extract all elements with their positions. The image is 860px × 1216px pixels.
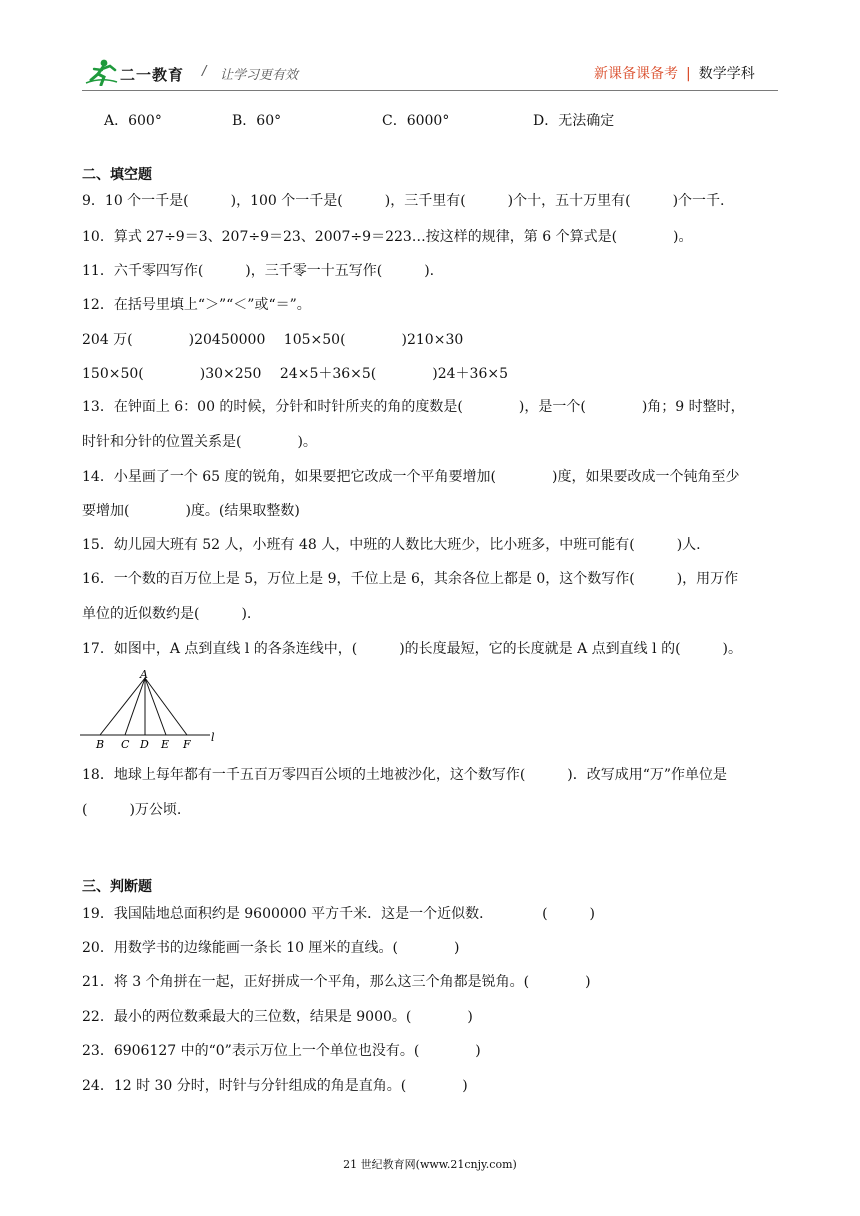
- question-line: 时针和分针的位置关系是( )。: [82, 434, 317, 450]
- choice-c: C．6000°: [382, 113, 450, 129]
- perpendicular-figure: [80, 668, 220, 752]
- question-line: 150×50( )30×250 24×5＋36×5( )24＋36×5: [82, 366, 509, 382]
- section-fill-blank-title: 二、填空题: [82, 167, 152, 183]
- question-line: 10．算式 27÷9＝3、207÷9＝23、2007÷9＝223…按这样的规律，第 6 个算式是( )。: [82, 229, 693, 245]
- question-line: 24．12 时 30 分时，时针与分针组成的角是直角。( ): [82, 1078, 468, 1094]
- point-e-label: E: [161, 738, 170, 751]
- segment-ae: [145, 678, 166, 735]
- logo-text: 二一教育: [120, 66, 185, 84]
- segment-af: [145, 678, 187, 735]
- question-line: 17．如图中，A 点到直线 l 的各条连线中，( )的长度最短，它的长度就是 A 点到直线 l 的( )。: [82, 641, 742, 657]
- point-d-label: D: [140, 738, 149, 751]
- choice-a: A．600°: [104, 113, 162, 129]
- question-line: 22．最小的两位数乘最大的三位数，结果是 9000。( ): [82, 1009, 473, 1025]
- header: [0, 0, 860, 100]
- question-line: 16．一个数的百万位上是 5，万位上是 9，千位上是 6，其余各位上都是 0，这个数写作( )，用万作: [82, 571, 739, 587]
- question-line: 15．幼儿园大班有 52 人，小班有 48 人，中班的人数比大班少，比小班多，中班可能有( )人.: [82, 537, 701, 553]
- header-rule: [82, 90, 778, 91]
- header-subject: 数学学科: [698, 66, 755, 82]
- point-b-label: B: [96, 738, 105, 751]
- header-right: [594, 63, 755, 83]
- choice-b: B．60°: [232, 113, 282, 129]
- question-line: 204 万( )20450000 105×50( )210×30: [82, 332, 464, 348]
- line-l-label: l: [211, 731, 215, 744]
- question-line: 23．6906127 中的“0”表示万位上一个单位也没有。( ): [82, 1043, 481, 1059]
- point-a-label: A: [140, 668, 148, 681]
- logo-runner-icon: [84, 58, 118, 90]
- question-line: 18．地球上每年都有一千五百万零四百公顷的土地被沙化，这个数写作( )．改写成用“万”作单位是: [82, 767, 728, 783]
- question-line: 要增加( )度。(结果取整数): [82, 503, 300, 519]
- segment-ac: [125, 678, 145, 735]
- question-line: 20．用数学书的边缘能画一条长 10 厘米的直线。( ): [82, 940, 460, 956]
- point-f-label: F: [183, 738, 191, 751]
- footer-text: 21 世纪教育网(www.21cnjy.com): [343, 1158, 517, 1171]
- question-line: 19．我国陆地总面积约是 9600000 平方千米．这是一个近似数． ( ): [82, 906, 595, 922]
- question-line: 单位的近似数约是( ).: [82, 606, 252, 622]
- question-line: 14．小星画了一个 65 度的锐角，如果要把它改成一个平角要增加( )度，如果要改成一个钝角至少: [82, 469, 740, 485]
- header-slogan: 让学习更有效: [220, 68, 299, 83]
- question-line: 13．在钟面上 6：00 的时候，分针和时针所夹的角的度数是( )，是一个( )角；9 时整时，: [82, 399, 745, 415]
- question-line: 21．将 3 个角拼在一起，正好拼成一个平角，那么这三个角都是锐角。( ): [82, 974, 591, 990]
- question-line: 12．在括号里填上“＞”“＜”或“＝”。: [82, 297, 311, 313]
- header-slash: /: [202, 64, 207, 79]
- header-separator: |: [686, 66, 691, 82]
- section-judgement-title: 三、判断题: [82, 879, 152, 895]
- question-line: 11．六千零四写作( )，三千零一十五写作( ).: [82, 263, 435, 279]
- question-line: ( )万公顷.: [82, 802, 182, 818]
- question-line: 9．10 个一千是( )，100 个一千是( )，三千里有( )个十，五十万里有( )个一千.: [82, 193, 725, 209]
- segment-ab: [100, 678, 145, 735]
- point-c-label: C: [121, 738, 130, 751]
- page-footer: [0, 1156, 860, 1172]
- header-course-tag: 新课备课备考: [594, 66, 678, 82]
- choice-d: D．无法确定: [533, 113, 615, 129]
